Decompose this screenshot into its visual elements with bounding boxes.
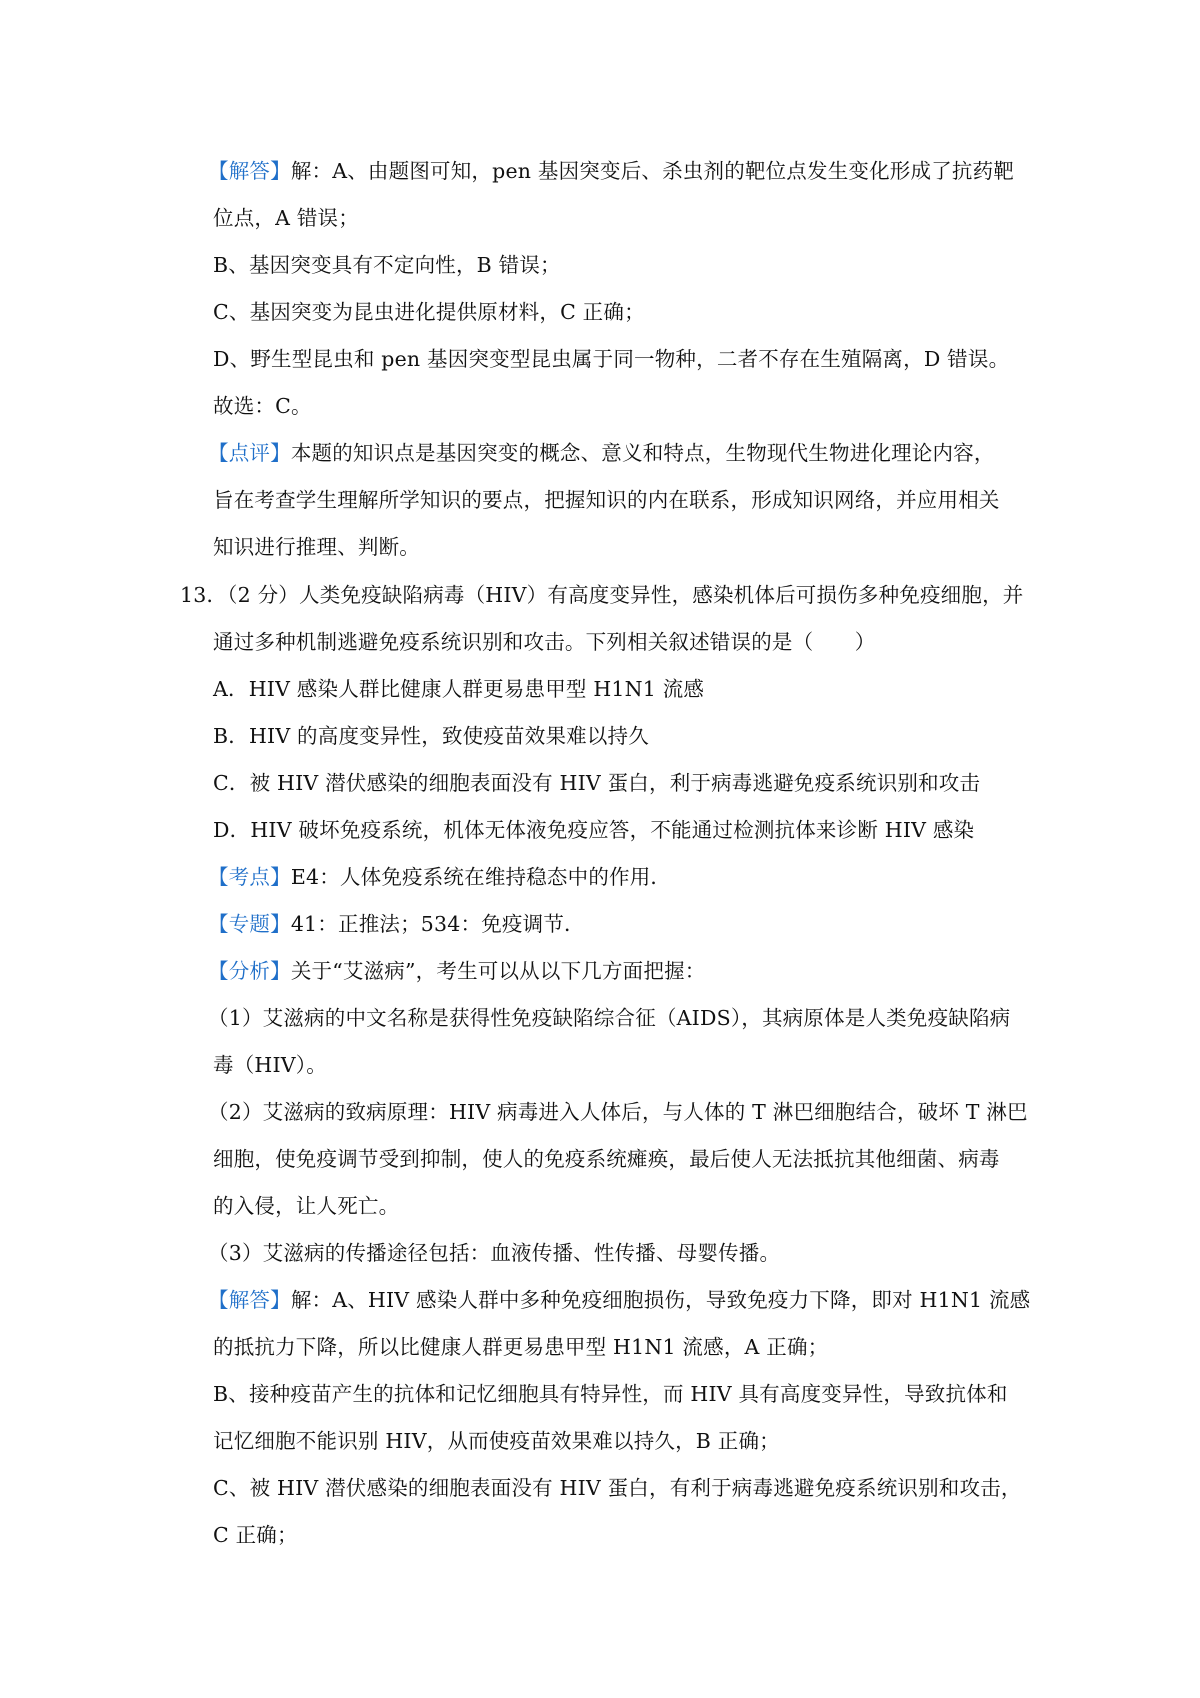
q12-answer-line-1 xyxy=(208,156,1014,186)
q13-option-c: C．被 HIV 潜伏感染的细胞表面没有 HIV 蛋白，利于病毒逃避免疫系统识别和攻击 xyxy=(213,771,981,795)
q12-answer-d: D、野生型昆虫和 pen 基因突变型昆虫属于同一物种，二者不存在生殖隔离，D 错误。 xyxy=(213,347,1010,371)
q13-stem-line-1: 13．（2 分）人类免疫缺陷病毒（HIV）有高度变异性，感染机体后可损伤多种免疫细胞，并 xyxy=(180,583,1024,607)
q13-kaodian xyxy=(208,862,671,892)
q12-choice: 故选：C。 xyxy=(213,394,312,418)
q13-point1-line-2: 毒（HIV）。 xyxy=(213,1053,327,1077)
comment-tag: 【点评】 xyxy=(208,441,291,465)
q13-point1-line-1: （1）艾滋病的中文名称是获得性免疫缺陷综合征（AIDS），其病原体是人类免疫缺陷病 xyxy=(208,1006,1011,1030)
q13-answer-line-2: 的抵抗力下降，所以比健康人群更易患甲型 H1N1 流感，A 正确； xyxy=(213,1335,829,1359)
fenxi-tag: 【分析】 xyxy=(208,959,291,983)
answer-tag: 【解答】 xyxy=(208,159,291,183)
q13-answer-c-line-2: C 正确； xyxy=(213,1523,298,1547)
q13-option-a: A．HIV 感染人群比健康人群更易患甲型 H1N1 流感 xyxy=(213,677,705,701)
q13-zhuanti xyxy=(208,909,585,939)
zhuanti-text: 41：正推法；534：免疫调节． xyxy=(290,912,585,936)
q12-answer-b: B、基因突变具有不定向性，B 错误； xyxy=(213,253,561,277)
kaodian-text: E4：人体免疫系统在维持稳态中的作用． xyxy=(290,865,672,889)
q12-comment-line-3: 知识进行推理、判断。 xyxy=(213,535,420,559)
q12-answer-line-2: 位点，A 错误； xyxy=(213,206,359,230)
q12-comment-line-1 xyxy=(208,438,995,468)
q13-option-b: B．HIV 的高度变异性，致使疫苗效果难以持久 xyxy=(213,724,649,748)
q13-answer-b-line-1: B、接种疫苗产生的抗体和记忆细胞具有特异性，而 HIV 具有高度变异性，导致抗体和 xyxy=(213,1382,1008,1406)
q13-fenxi xyxy=(208,956,705,986)
q13-point2-line-1: （2）艾滋病的致病原理：HIV 病毒进入人体后，与人体的 T 淋巴细胞结合，破坏 T 淋巴 xyxy=(208,1100,1028,1124)
q13-option-d: D．HIV 破坏免疫系统，机体无体液免疫应答，不能通过检测抗体来诊断 HIV 感染 xyxy=(213,818,975,842)
q12-comment-line-2: 旨在考查学生理解所学知识的要点，把握知识的内在联系，形成知识网络，并应用相关 xyxy=(213,488,1000,512)
q13-answer-c-line-1: C、被 HIV 潜伏感染的细胞表面没有 HIV 蛋白，有利于病毒逃避免疫系统识别和攻击， xyxy=(213,1476,1022,1500)
q13-stem-line-2: 通过多种机制逃避免疫系统识别和攻击。下列相关叙述错误的是（ ） xyxy=(213,630,876,654)
q13-answer-line-1 xyxy=(208,1285,1030,1315)
q13-point2-line-3: 的入侵，让人死亡。 xyxy=(213,1194,400,1218)
comment-text: 本题的知识点是基因突变的概念、意义和特点，生物现代生物进化理论内容， xyxy=(290,441,995,465)
answer-tag: 【解答】 xyxy=(208,1288,291,1312)
answer-text: 解：A、HIV 感染人群中多种免疫细胞损伤，导致免疫力下降，即对 H1N1 流感 xyxy=(290,1288,1031,1312)
q13-point2-line-2: 细胞，使免疫调节受到抑制，使人的免疫系统瘫痪，最后使人无法抵抗其他细菌、病毒 xyxy=(213,1147,1000,1171)
q12-answer-c: C、基因突变为昆虫进化提供原材料，C 正确； xyxy=(213,300,645,324)
kaodian-tag: 【考点】 xyxy=(208,865,291,889)
zhuanti-tag: 【专题】 xyxy=(208,912,291,936)
answer-text: 解：A、由题图可知，pen 基因突变后、杀虫剂的靶位点发生变化形成了抗药靶 xyxy=(290,159,1014,183)
q13-point3-line-1: （3）艾滋病的传播途径包括：血液传播、性传播、母婴传播。 xyxy=(208,1241,781,1265)
fenxi-text: 关于“艾滋病”，考生可以从以下几方面把握： xyxy=(290,959,706,983)
q13-answer-b-line-2: 记忆细胞不能识别 HIV，从而使疫苗效果难以持久，B 正确； xyxy=(213,1429,780,1453)
